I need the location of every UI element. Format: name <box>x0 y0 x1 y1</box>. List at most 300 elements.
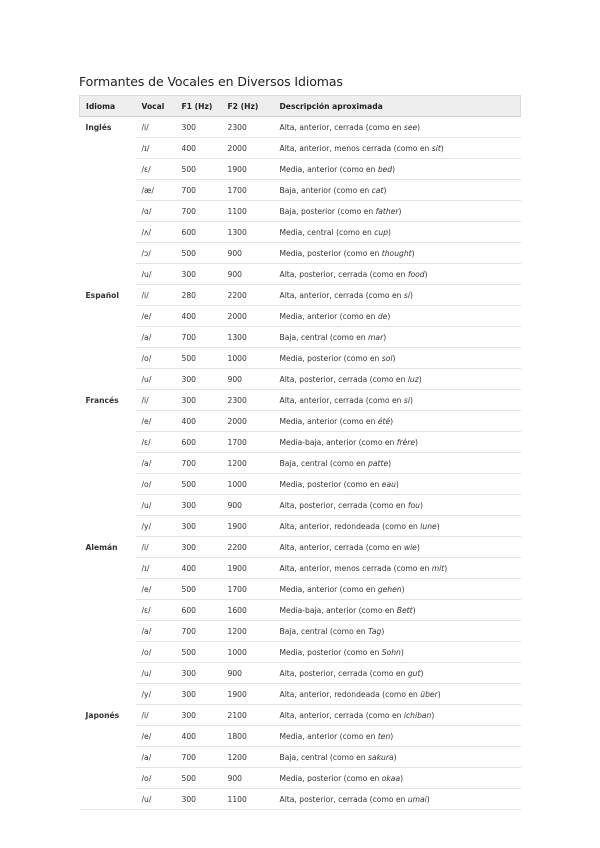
description-text: Media, posterior (como en <box>279 248 382 258</box>
description-text: Alta, anterior, cerrada (como en <box>279 542 404 552</box>
cell-vowel: /o/ <box>136 642 176 663</box>
description-text: Baja, central (como en <box>279 752 369 762</box>
cell-f1: 300 <box>176 705 222 726</box>
cell-description <box>274 411 521 432</box>
table-row <box>80 138 521 159</box>
description-text: Alta, anterior, menos cerrada (como en <box>279 563 432 573</box>
cell-f1: 300 <box>176 663 222 684</box>
cell-vowel: /u/ <box>136 495 176 516</box>
cell-f2: 1200 <box>222 453 274 474</box>
example-word: gut <box>407 668 421 678</box>
description-text: Media-baja, anterior (como en <box>279 437 397 447</box>
cell-f1: 700 <box>176 327 222 348</box>
cell-language <box>80 222 136 243</box>
example-word: Bett <box>396 605 413 615</box>
description-close: ) <box>390 416 394 426</box>
example-word: cup <box>374 227 389 237</box>
cell-description <box>274 768 521 789</box>
example-word: cat <box>371 185 384 195</box>
description-text: Media-baja, anterior (como en <box>279 605 397 615</box>
page-title: Formantes de Vocales en Diversos Idiomas <box>79 74 343 89</box>
description-close: ) <box>400 773 404 783</box>
description-text: Media, anterior (como en <box>279 584 378 594</box>
cell-f2: 1200 <box>222 747 274 768</box>
description-text: Media, central (como en <box>279 227 375 237</box>
cell-description <box>274 684 521 705</box>
description-close: ) <box>392 353 396 363</box>
formants-table <box>79 95 521 810</box>
cell-language <box>80 747 136 768</box>
cell-description <box>274 138 521 159</box>
cell-f2: 2000 <box>222 138 274 159</box>
cell-language <box>80 663 136 684</box>
cell-description <box>274 201 521 222</box>
cell-description <box>274 516 521 537</box>
cell-f2: 1000 <box>222 474 274 495</box>
cell-f2: 900 <box>222 663 274 684</box>
cell-description <box>274 222 521 243</box>
description-close: ) <box>395 479 399 489</box>
cell-vowel: /ɔ/ <box>136 243 176 264</box>
example-word: mit <box>431 563 445 573</box>
cell-vowel: /e/ <box>136 306 176 327</box>
cell-f2: 1100 <box>222 201 274 222</box>
cell-f2: 2200 <box>222 537 274 558</box>
cell-f1: 300 <box>176 537 222 558</box>
cell-description <box>274 243 521 264</box>
cell-f1: 400 <box>176 558 222 579</box>
description-text: Alta, anterior, cerrada (como en <box>279 710 404 720</box>
table-row <box>80 411 521 432</box>
cell-f2: 1300 <box>222 222 274 243</box>
cell-f2: 1100 <box>222 789 274 810</box>
header-row <box>80 96 521 117</box>
example-word: okaa <box>381 773 401 783</box>
cell-f2: 1900 <box>222 516 274 537</box>
cell-f2: 1900 <box>222 684 274 705</box>
description-close: ) <box>398 206 402 216</box>
table-row <box>80 600 521 621</box>
cell-vowel: /æ/ <box>136 180 176 201</box>
table-row <box>80 285 521 306</box>
example-word: sit <box>431 143 441 153</box>
cell-language <box>80 348 136 369</box>
description-close: ) <box>409 290 413 300</box>
cell-f1: 400 <box>176 411 222 432</box>
description-close: ) <box>437 689 441 699</box>
table-row <box>80 663 521 684</box>
description-close: ) <box>392 164 396 174</box>
cell-language <box>80 138 136 159</box>
document-page <box>79 74 521 810</box>
header-f1: F1 (Hz) <box>176 96 222 117</box>
table-row <box>80 642 521 663</box>
table-row <box>80 453 521 474</box>
description-close: ) <box>431 710 435 720</box>
cell-f2: 1700 <box>222 180 274 201</box>
example-word: über <box>420 689 438 699</box>
table-row <box>80 117 521 138</box>
cell-vowel: /ɪ/ <box>136 138 176 159</box>
cell-vowel: /i/ <box>136 537 176 558</box>
cell-language <box>80 180 136 201</box>
cell-f2: 900 <box>222 264 274 285</box>
description-close: ) <box>420 668 424 678</box>
cell-description <box>274 705 521 726</box>
cell-f1: 700 <box>176 180 222 201</box>
cell-vowel: /ɑ/ <box>136 201 176 222</box>
description-text: Media, anterior (como en <box>279 416 378 426</box>
description-close: ) <box>401 584 405 594</box>
example-word: ten <box>377 731 391 741</box>
cell-vowel: /ɛ/ <box>136 159 176 180</box>
cell-f1: 500 <box>176 159 222 180</box>
cell-f2: 2100 <box>222 705 274 726</box>
header-description: Descripción aproximada <box>274 96 521 117</box>
table-body <box>80 117 521 810</box>
cell-f1: 600 <box>176 600 222 621</box>
cell-description <box>274 495 521 516</box>
table-row <box>80 306 521 327</box>
cell-description <box>274 579 521 600</box>
cell-language: Francés <box>80 390 136 411</box>
cell-f1: 600 <box>176 432 222 453</box>
cell-f1: 600 <box>176 222 222 243</box>
cell-vowel: /a/ <box>136 747 176 768</box>
cell-description <box>274 747 521 768</box>
description-text: Media, anterior (como en <box>279 164 378 174</box>
cell-f1: 500 <box>176 474 222 495</box>
description-close: ) <box>381 626 385 636</box>
cell-vowel: /a/ <box>136 453 176 474</box>
cell-f1: 400 <box>176 306 222 327</box>
cell-description <box>274 537 521 558</box>
description-text: Media, anterior (como en <box>279 311 378 321</box>
table-row <box>80 768 521 789</box>
cell-language <box>80 621 136 642</box>
cell-language <box>80 411 136 432</box>
header-f2: F2 (Hz) <box>222 96 274 117</box>
cell-vowel: /ʌ/ <box>136 222 176 243</box>
cell-f2: 900 <box>222 243 274 264</box>
example-word: sakura <box>368 752 394 762</box>
cell-f2: 1300 <box>222 327 274 348</box>
cell-f2: 1900 <box>222 558 274 579</box>
cell-f1: 300 <box>176 390 222 411</box>
example-word: mar <box>368 332 384 342</box>
description-text: Alta, anterior, menos cerrada (como en <box>279 143 432 153</box>
cell-description <box>274 789 521 810</box>
header-language: Idioma <box>80 96 136 117</box>
description-text: Media, anterior (como en <box>279 731 378 741</box>
table-row <box>80 180 521 201</box>
example-word: été <box>377 416 391 426</box>
cell-vowel: /y/ <box>136 516 176 537</box>
cell-description <box>274 621 521 642</box>
example-word: de <box>377 311 388 321</box>
table-row <box>80 516 521 537</box>
table-row <box>80 684 521 705</box>
cell-description <box>274 306 521 327</box>
cell-f2: 900 <box>222 768 274 789</box>
cell-description <box>274 600 521 621</box>
table-row <box>80 264 521 285</box>
description-close: ) <box>409 395 413 405</box>
cell-vowel: /u/ <box>136 789 176 810</box>
cell-description <box>274 726 521 747</box>
example-word: fou <box>407 500 420 510</box>
description-close: ) <box>393 752 397 762</box>
cell-language <box>80 768 136 789</box>
cell-vowel: /e/ <box>136 411 176 432</box>
cell-language <box>80 579 136 600</box>
table-row <box>80 474 521 495</box>
cell-vowel: /i/ <box>136 285 176 306</box>
example-word: wie <box>403 542 417 552</box>
cell-f1: 500 <box>176 768 222 789</box>
description-text: Baja, anterior (como en <box>279 185 372 195</box>
example-word: food <box>407 269 425 279</box>
cell-vowel: /e/ <box>136 726 176 747</box>
table-row <box>80 201 521 222</box>
header-vowel: Vocal <box>136 96 176 117</box>
table-row <box>80 789 521 810</box>
cell-language <box>80 642 136 663</box>
cell-f2: 1800 <box>222 726 274 747</box>
example-word: Sohn <box>381 647 401 657</box>
cell-language: Español <box>80 285 136 306</box>
cell-vowel: /y/ <box>136 684 176 705</box>
table-row <box>80 705 521 726</box>
cell-f1: 700 <box>176 201 222 222</box>
cell-description <box>274 369 521 390</box>
cell-vowel: /o/ <box>136 348 176 369</box>
example-word: si <box>403 395 410 405</box>
cell-f1: 400 <box>176 138 222 159</box>
description-text: Alta, posterior, cerrada (como en <box>279 668 408 678</box>
cell-vowel: /e/ <box>136 579 176 600</box>
example-word: Tag <box>368 626 382 636</box>
cell-f1: 300 <box>176 516 222 537</box>
description-close: ) <box>418 374 422 384</box>
cell-f2: 1900 <box>222 159 274 180</box>
description-close: ) <box>416 542 420 552</box>
cell-f2: 2300 <box>222 390 274 411</box>
table-row <box>80 432 521 453</box>
description-close: ) <box>388 227 391 237</box>
example-word: eau <box>381 479 396 489</box>
cell-f1: 280 <box>176 285 222 306</box>
table-row <box>80 390 521 411</box>
cell-f2: 900 <box>222 495 274 516</box>
table-row <box>80 726 521 747</box>
cell-f1: 300 <box>176 117 222 138</box>
description-text: Media, posterior (como en <box>279 353 382 363</box>
cell-description <box>274 348 521 369</box>
table-row <box>80 495 521 516</box>
cell-f1: 500 <box>176 243 222 264</box>
description-text: Media, posterior (como en <box>279 647 382 657</box>
description-close: ) <box>419 500 423 510</box>
description-text: Baja, central (como en <box>279 332 369 342</box>
cell-description <box>274 264 521 285</box>
table-row <box>80 348 521 369</box>
cell-language: Alemán <box>80 537 136 558</box>
description-close: ) <box>400 647 404 657</box>
cell-f2: 1000 <box>222 642 274 663</box>
example-word: lune <box>420 521 437 531</box>
cell-f1: 700 <box>176 621 222 642</box>
cell-f2: 1600 <box>222 600 274 621</box>
cell-description <box>274 390 521 411</box>
description-close: ) <box>383 332 387 342</box>
cell-f1: 300 <box>176 264 222 285</box>
cell-description <box>274 432 521 453</box>
cell-vowel: /u/ <box>136 369 176 390</box>
cell-f1: 700 <box>176 453 222 474</box>
cell-language <box>80 600 136 621</box>
cell-description <box>274 180 521 201</box>
cell-language <box>80 516 136 537</box>
cell-f2: 2000 <box>222 411 274 432</box>
cell-language <box>80 159 136 180</box>
cell-description <box>274 642 521 663</box>
cell-description <box>274 285 521 306</box>
cell-vowel: /i/ <box>136 390 176 411</box>
cell-vowel: /o/ <box>136 768 176 789</box>
example-word: umai <box>407 794 427 804</box>
cell-language <box>80 306 136 327</box>
cell-description <box>274 159 521 180</box>
description-text: Alta, anterior, cerrada (como en <box>279 122 404 132</box>
description-text: Alta, anterior, cerrada (como en <box>279 290 404 300</box>
description-text: Media, posterior (como en <box>279 479 382 489</box>
cell-f1: 400 <box>176 726 222 747</box>
cell-language <box>80 327 136 348</box>
description-close: ) <box>440 143 444 153</box>
description-text: Baja, central (como en <box>279 458 369 468</box>
cell-vowel: /a/ <box>136 621 176 642</box>
cell-f1: 700 <box>176 747 222 768</box>
cell-description <box>274 558 521 579</box>
table-row <box>80 159 521 180</box>
cell-f1: 500 <box>176 579 222 600</box>
cell-vowel: /u/ <box>136 663 176 684</box>
cell-vowel: /i/ <box>136 117 176 138</box>
cell-description <box>274 117 521 138</box>
cell-vowel: /i/ <box>136 705 176 726</box>
cell-f2: 1700 <box>222 432 274 453</box>
table-row <box>80 558 521 579</box>
description-close: ) <box>411 248 415 258</box>
example-word: frère <box>396 437 416 447</box>
cell-f2: 1000 <box>222 348 274 369</box>
cell-description <box>274 663 521 684</box>
table-row <box>80 537 521 558</box>
table-row <box>80 327 521 348</box>
cell-description <box>274 453 521 474</box>
description-text: Alta, posterior, cerrada (como en <box>279 374 408 384</box>
example-word: ichiban <box>403 710 432 720</box>
cell-language: Inglés <box>80 117 136 138</box>
cell-description <box>274 327 521 348</box>
description-close: ) <box>390 731 394 741</box>
cell-f2: 2200 <box>222 285 274 306</box>
description-text: Alta, posterior, cerrada (como en <box>279 794 408 804</box>
table-row <box>80 222 521 243</box>
table-row <box>80 621 521 642</box>
description-text: Alta, anterior, redondeada (como en <box>279 521 421 531</box>
example-word: gehen <box>377 584 402 594</box>
example-word: patte <box>368 458 389 468</box>
cell-vowel: /ɛ/ <box>136 600 176 621</box>
description-close: ) <box>387 311 391 321</box>
example-word: sol <box>381 353 393 363</box>
cell-language <box>80 264 136 285</box>
cell-language <box>80 432 136 453</box>
example-word: see <box>403 122 418 132</box>
example-word: father <box>375 206 399 216</box>
cell-f2: 900 <box>222 369 274 390</box>
example-word: sí <box>403 290 410 300</box>
cell-language <box>80 789 136 810</box>
description-close: ) <box>444 563 448 573</box>
cell-f1: 300 <box>176 789 222 810</box>
table-row <box>80 369 521 390</box>
cell-language <box>80 243 136 264</box>
cell-f1: 300 <box>176 369 222 390</box>
table-row <box>80 243 521 264</box>
cell-vowel: /ɪ/ <box>136 558 176 579</box>
cell-f2: 2300 <box>222 117 274 138</box>
description-close: ) <box>417 122 421 132</box>
cell-language <box>80 684 136 705</box>
cell-f1: 500 <box>176 348 222 369</box>
cell-f2: 1700 <box>222 579 274 600</box>
description-close: ) <box>424 269 428 279</box>
description-text: Alta, posterior, cerrada (como en <box>279 500 408 510</box>
cell-language <box>80 558 136 579</box>
table-header <box>80 96 521 117</box>
cell-description <box>274 474 521 495</box>
table-row <box>80 579 521 600</box>
description-text: Alta, anterior, cerrada (como en <box>279 395 404 405</box>
cell-f1: 300 <box>176 684 222 705</box>
cell-vowel: /a/ <box>136 327 176 348</box>
cell-f1: 500 <box>176 642 222 663</box>
cell-f2: 2000 <box>222 306 274 327</box>
description-text: Baja, central (como en <box>279 626 369 636</box>
description-close: ) <box>383 185 387 195</box>
cell-language <box>80 201 136 222</box>
description-close: ) <box>415 437 419 447</box>
description-close: ) <box>426 794 430 804</box>
cell-vowel: /ɛ/ <box>136 432 176 453</box>
cell-f1: 300 <box>176 495 222 516</box>
cell-language: Japonés <box>80 705 136 726</box>
cell-language <box>80 495 136 516</box>
example-word: thought <box>381 248 412 258</box>
example-word: luz <box>407 374 419 384</box>
cell-vowel: /u/ <box>136 264 176 285</box>
description-text: Baja, posterior (como en <box>279 206 376 216</box>
table-row <box>80 747 521 768</box>
cell-language <box>80 453 136 474</box>
cell-language <box>80 474 136 495</box>
description-close: ) <box>388 458 392 468</box>
example-word: bed <box>377 164 393 174</box>
description-close: ) <box>436 521 440 531</box>
